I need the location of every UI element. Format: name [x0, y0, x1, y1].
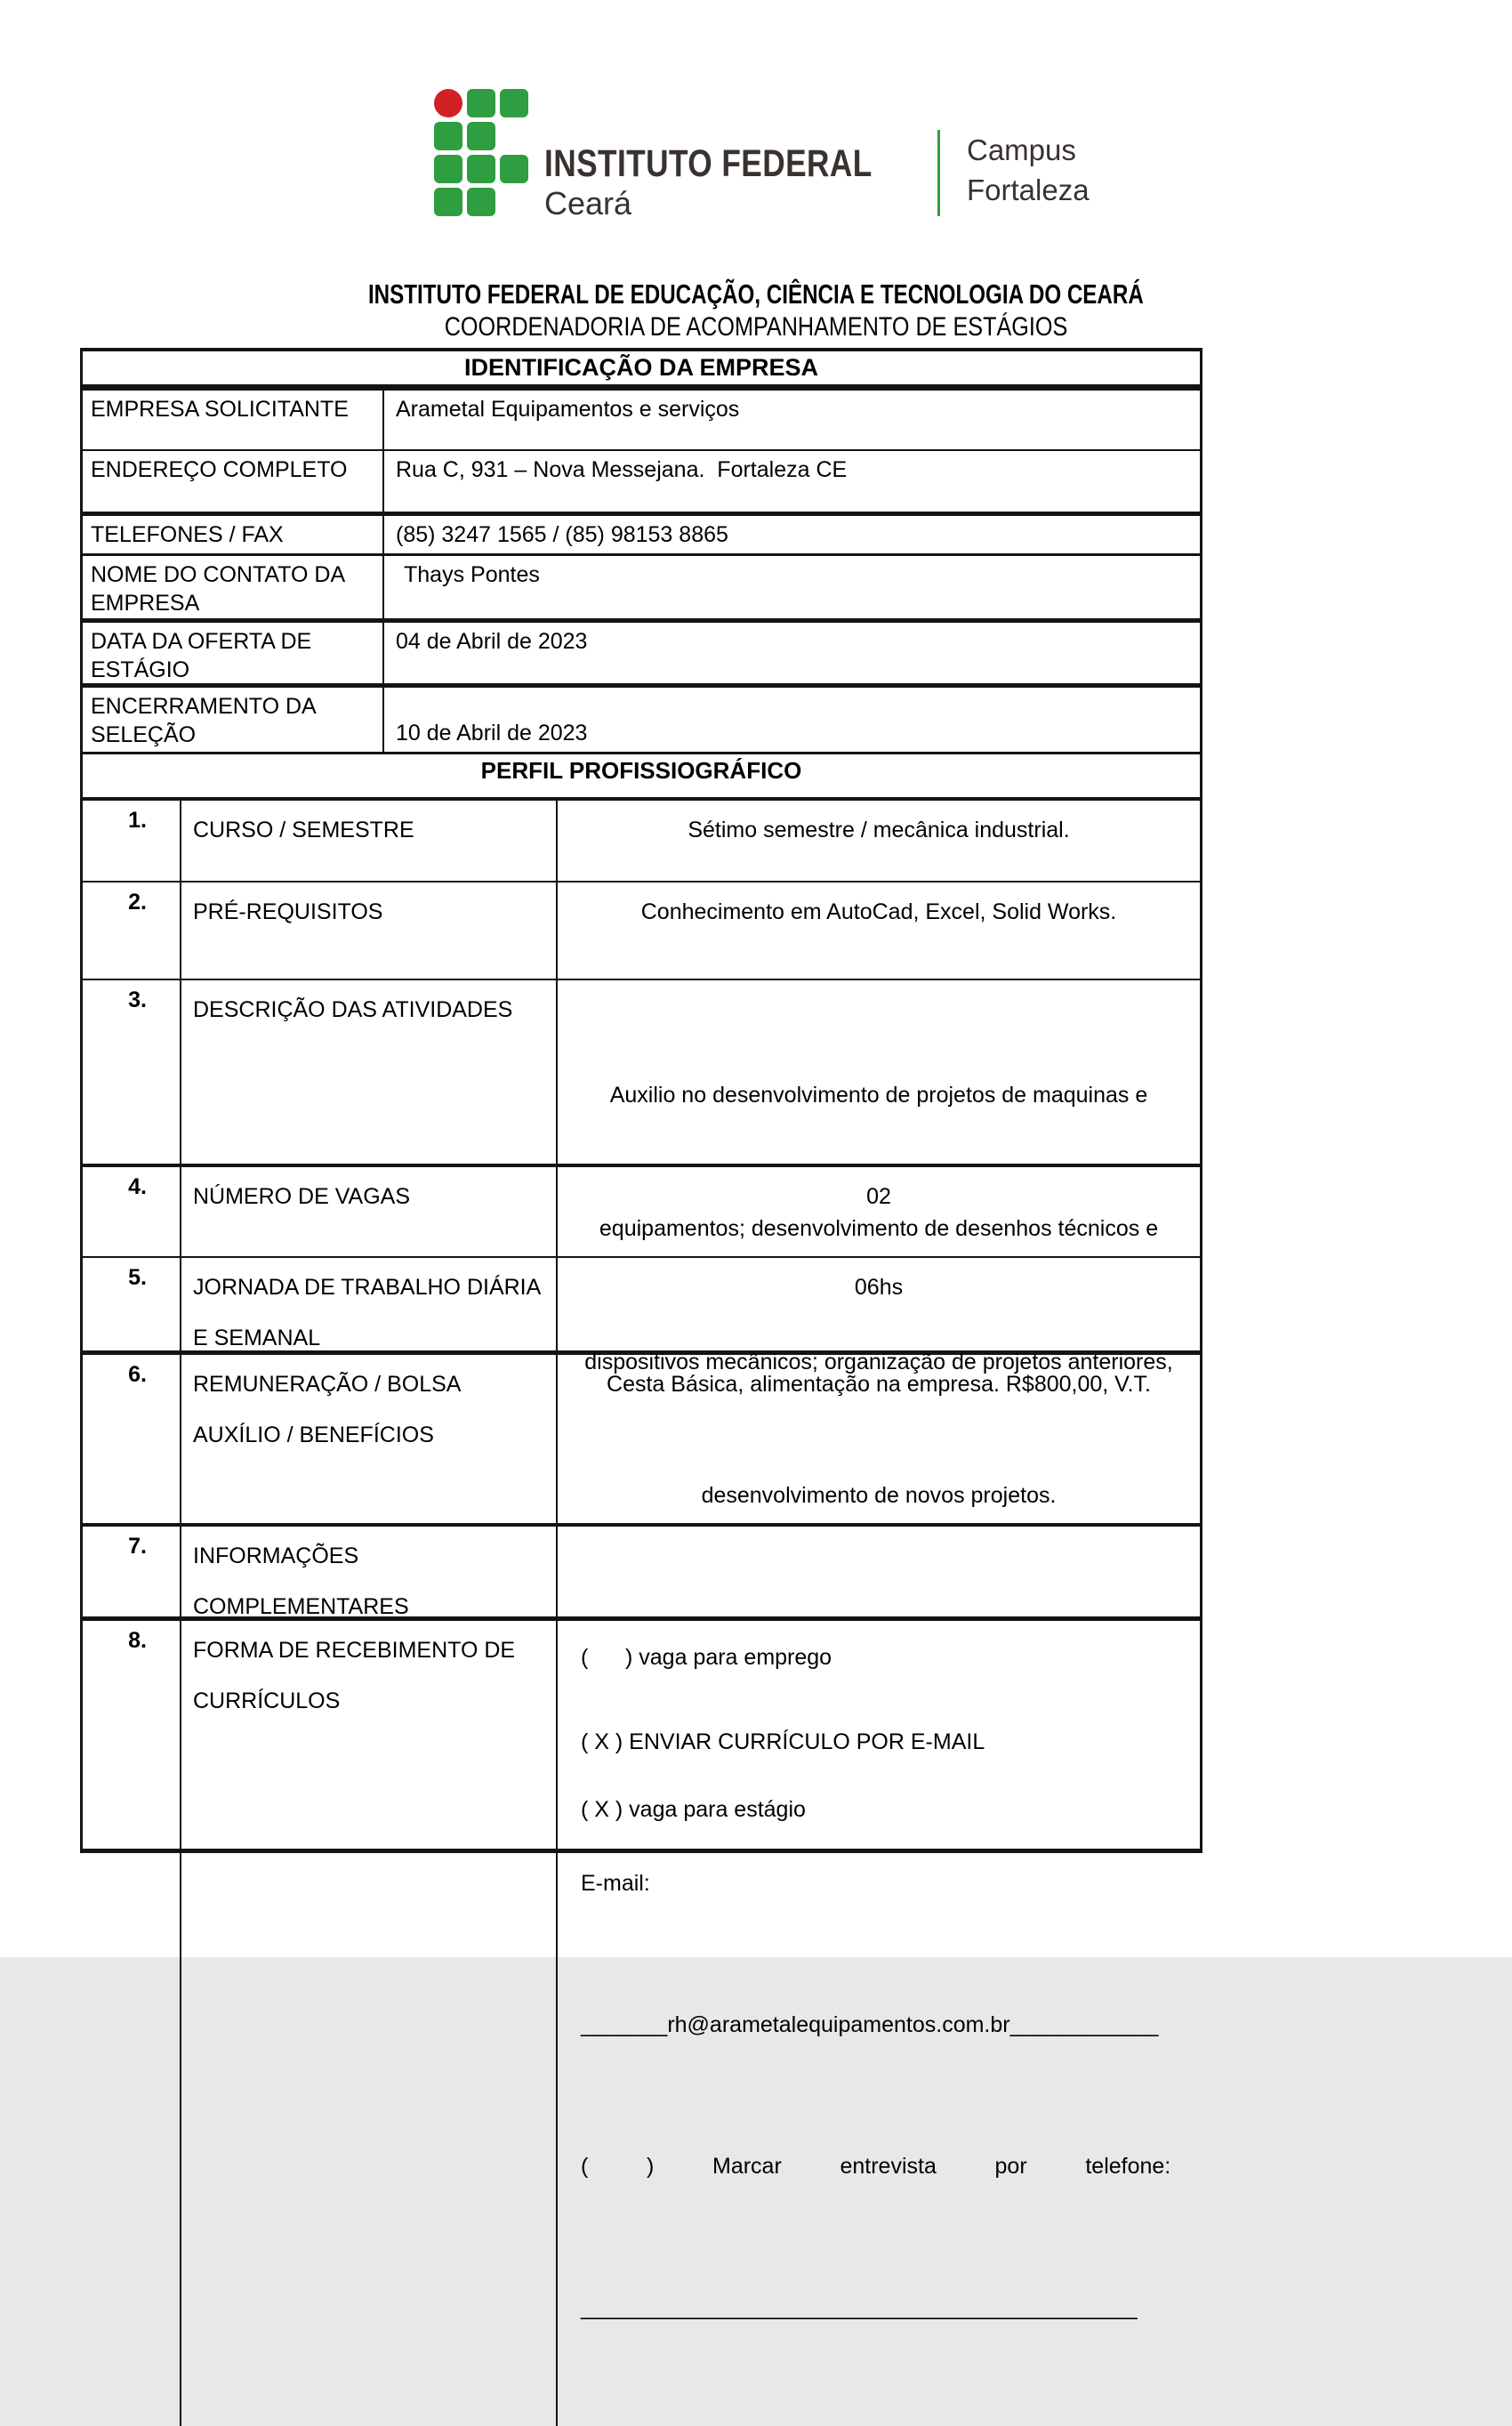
ifce-logo-mark	[434, 89, 528, 216]
checkbox-vaga-estagio: ( X ) vaga para estágio	[581, 1797, 806, 1822]
logo-green-square	[467, 155, 495, 183]
row-number: 4.	[128, 1174, 147, 1199]
row-number: 8.	[128, 1628, 147, 1653]
field-label: ENCERRAMENTO DA SELEÇÃO	[91, 694, 317, 747]
field-label: JORNADA DE TRABALHO DIÁRIA E SEMANAL	[180, 1258, 556, 1364]
row-number: 1.	[128, 808, 147, 833]
field-label: DATA DA OFERTA DE ESTÁGIO	[91, 629, 312, 682]
logo-green-square	[467, 122, 495, 150]
logo-mark-row	[434, 89, 528, 117]
field-label: DESCRIÇÃO DAS ATIVIDADES	[180, 980, 556, 1607]
row-empresa-solicitante	[83, 391, 1200, 449]
doc-title: INSTITUTO FEDERAL DE EDUCAÇÃO, CIÊNCIA E TECNOLOGIA DO CEARÁ	[368, 278, 1144, 310]
field-value: Arametal Equipamentos e serviços	[382, 391, 1200, 449]
row-number: 6.	[128, 1362, 147, 1387]
field-label: NOME DO CONTATO DA EMPRESA	[91, 562, 346, 616]
row-data-da-oferta	[83, 618, 1200, 683]
field-label: NÚMERO DE VAGAS	[180, 1167, 556, 1256]
logo-green-square	[467, 89, 495, 117]
field-value: Auxilio no desenvolvimento de projetos de maquinas e equipamentos; desenvolvimento de desenhos técnicos e dispositivos mecânicos; organização de projetos anteriores, desenvolvimento de novos projetos.	[556, 980, 1200, 1607]
row-nome-do-contato	[83, 553, 1200, 618]
row-curso-semestre	[83, 801, 1200, 881]
field-value: Cesta Básica, alimentação na empresa. R$800,00, V.T.	[556, 1355, 1200, 1523]
logo-green-square	[434, 155, 462, 183]
field-value: Thays Pontes	[382, 556, 1200, 618]
logo-green-square	[500, 155, 528, 183]
row-number: 7.	[128, 1534, 147, 1559]
logo-green-square	[467, 188, 495, 216]
ifce-logo	[434, 89, 1090, 222]
checkbox-enviar-curriculo-email: ( X ) ENVIAR CURRÍCULO POR E-MAIL	[581, 1729, 985, 1754]
telefone-fill-line: _____________________________________________	[581, 2295, 1138, 2320]
field-label: REMUNERAÇÃO / BOLSA AUXÍLIO / BENEFÍCIOS	[180, 1355, 556, 1523]
logo-mark-row	[434, 188, 528, 216]
section-header-identificacao-da-empresa: IDENTIFICAÇÃO DA EMPRESA	[83, 351, 1200, 391]
field-value: 02	[556, 1167, 1200, 1256]
field-label: CURSO / SEMESTRE	[180, 801, 556, 881]
logo-green-square	[434, 188, 462, 216]
campus-line2: Fortaleza	[967, 173, 1090, 206]
row-numero-de-vagas	[83, 1164, 1200, 1256]
logo-mark-row	[434, 155, 528, 183]
row-number: 3.	[128, 987, 147, 1012]
field-label: FORMA DE RECEBIMENTO DE CURRÍCULOS	[180, 1621, 556, 2426]
field-value: Sétimo semestre / mecânica industrial.	[556, 801, 1200, 881]
row-remuneracao-bolsa	[83, 1350, 1200, 1523]
campus-line1: Campus	[967, 133, 1076, 166]
field-value	[556, 1621, 1200, 2426]
field-value: 06hs	[556, 1258, 1200, 1364]
email-label: E-mail:	[581, 1871, 650, 1896]
field-value: 10 de Abril de 2023	[382, 688, 1200, 752]
internship-form-table	[80, 348, 1202, 2320]
row-jornada-de-trabalho	[83, 1256, 1200, 1350]
field-value: (85) 3247 1565 / (85) 98153 8865	[382, 516, 1200, 553]
row-encerramento-da-selecao	[83, 683, 1200, 752]
logo-separator-bar	[937, 130, 940, 216]
logo-green-square	[500, 89, 528, 117]
field-value: 04 de Abril de 2023	[382, 623, 1200, 684]
logo-mark-row	[434, 122, 528, 150]
field-label: EMPRESA SOLICITANTE	[91, 397, 349, 422]
field-label: PRÉ-REQUISITOS	[180, 883, 556, 979]
field-value: Rua C, 931 – Nova Messejana. Fortaleza CE	[382, 451, 1200, 512]
field-value: Conhecimento em AutoCad, Excel, Solid Works.	[556, 883, 1200, 979]
field-label: TELEFONES / FAX	[91, 522, 284, 547]
doc-subtitle: COORDENADORIA DE ACOMPANHAMENTO DE ESTÁGIOS	[444, 312, 1068, 342]
logo-red-circle	[434, 89, 462, 117]
logo-green-square	[434, 122, 462, 150]
logo-text	[544, 144, 918, 222]
checkbox-vaga-emprego: ( ) vaga para emprego	[581, 1645, 832, 1670]
field-label: INFORMAÇÕES COMPLEMENTARES	[180, 1527, 556, 1937]
row-number: 2.	[128, 890, 147, 915]
campus-name	[967, 130, 1090, 210]
logo-brand-name: INSTITUTO FEDERAL	[544, 142, 873, 185]
row-number: 5.	[128, 1265, 147, 1290]
section-header-perfil-profissiografico: PERFIL PROFISSIOGRÁFICO	[83, 752, 1200, 801]
row-forma-de-recebimento	[83, 1616, 1200, 2320]
row-telefones-fax	[83, 512, 1200, 553]
checkbox-marcar-entrevista: ( ) Marcar entrevista por telefone:	[581, 2154, 1171, 2179]
row-pre-requisitos	[83, 881, 1200, 979]
row-endereco-completo	[83, 449, 1200, 512]
logo-unit-name: Ceará	[544, 185, 632, 222]
email-value: _______rh@arametalequipamentos.com.br____________	[581, 2012, 1159, 2037]
field-label: ENDEREÇO COMPLETO	[91, 457, 348, 482]
